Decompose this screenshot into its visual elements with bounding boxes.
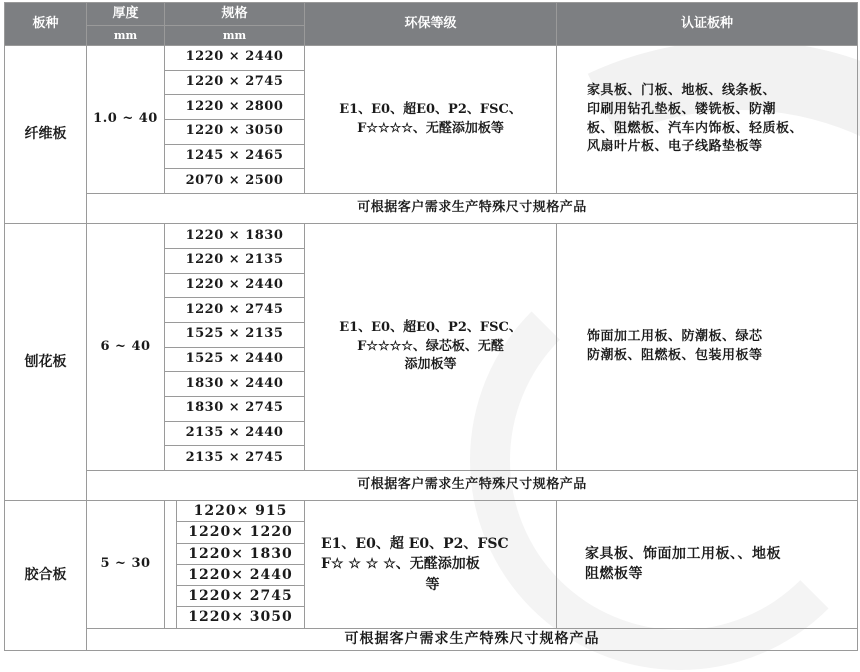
header-spec: 规格 (165, 3, 305, 26)
note-row (5, 471, 858, 501)
cert-type-line: 阻燃板等 (585, 566, 644, 583)
env-grade-line: E1、E0、超E0、P2、FSC、 (339, 101, 522, 117)
env-grade-line: F☆☆☆☆、绿芯板、无醛 (357, 338, 504, 354)
header-thickness: 厚度 (87, 3, 165, 26)
spec-size: 1525 × 2440 (165, 347, 305, 372)
spec-size: 1830 × 2745 (165, 396, 305, 421)
spec-size: 1220 × 3050 (165, 120, 305, 145)
thickness-range: 1.0 ~ 40 (87, 46, 165, 194)
spec-size: 1220 × 2745 (165, 298, 305, 323)
spec-size: 2135 × 2440 (165, 421, 305, 446)
board-type-name: 胶合板 (5, 501, 87, 651)
header-thickness-unit: mm (87, 26, 165, 46)
note-row (5, 194, 858, 224)
spec-size: 1220 × 2800 (165, 95, 305, 120)
header-env-grade: 环保等级 (305, 3, 557, 46)
env-grade (305, 224, 557, 471)
spec-size: 1220 × 2440 (165, 273, 305, 298)
thickness-range: 6 ~ 40 (87, 224, 165, 471)
cert-type (557, 501, 858, 629)
cert-type-line: 印刷用钻孔垫板、镂铣板、防潮 (587, 101, 777, 117)
board-type-name: 纤维板 (5, 46, 87, 224)
spec-size: 2135 × 2745 (165, 446, 305, 471)
spec-size: 1220 × 1830 (165, 224, 305, 249)
note-row (5, 628, 858, 650)
env-grade-line: F☆☆☆☆、无醛添加板等 (357, 120, 504, 136)
cert-type-line: 家具板、门板、地板、线条板、 (587, 82, 777, 98)
spec-size: 1220× 915 (177, 501, 305, 522)
board-type-name: 刨花板 (5, 224, 87, 501)
custom-size-note: 可根据客户需求生产特殊尺寸规格产品 (87, 471, 858, 501)
cert-type-line: 板、阻燃板、汽车内饰板、轻质板、 (587, 120, 804, 136)
header-spec-unit: mm (165, 26, 305, 46)
spec-size: 1220× 1830 (177, 543, 305, 564)
cert-type-line: 防潮板、阻燃板、包装用板等 (587, 348, 763, 364)
env-grade-line: 添加板等 (404, 357, 457, 373)
custom-size-note: 可根据客户需求生产特殊尺寸规格产品 (87, 628, 858, 650)
spec-size: 1220 × 2440 (165, 46, 305, 71)
spec-size: 1220× 2440 (177, 564, 305, 585)
spec-size: 1245 × 2465 (165, 144, 305, 169)
cert-type-line: 家具板、饰面加工用板、、地板 (585, 546, 782, 563)
product-spec-table (4, 2, 858, 651)
spec-row (5, 501, 858, 522)
env-grade-line: E1、E0、超 E0、P2、FSC (321, 535, 509, 552)
spec-size: 1220 × 2745 (165, 70, 305, 95)
env-grade-line: E1、E0、超E0、P2、FSC、 (339, 319, 522, 335)
cert-type-line: 风扇叶片板、电子线路垫板等 (587, 139, 763, 155)
env-grade (305, 501, 557, 629)
custom-size-note: 可根据客户需求生产特殊尺寸规格产品 (87, 194, 858, 224)
spec-size: 1220× 2745 (177, 586, 305, 607)
spec-size: 1220× 3050 (177, 607, 305, 628)
env-grade-line: 等 (425, 576, 440, 593)
spec-size: 1525 × 2135 (165, 322, 305, 347)
cert-type-line: 饰面加工用板、防潮板、绿芯 (587, 329, 763, 345)
spec-size: 1220 × 2135 (165, 248, 305, 273)
thickness-range: 5 ~ 30 (87, 501, 165, 629)
spec-row (5, 46, 858, 71)
cert-type (557, 46, 858, 194)
spec-size: 1220× 1220 (177, 522, 305, 543)
cert-type (557, 224, 858, 471)
header-cert-type: 认证板种 (557, 3, 858, 46)
env-grade-line: F☆ ☆ ☆ ☆、无醛添加板 (321, 556, 480, 573)
spec-row (5, 224, 858, 249)
spec-size: 1830 × 2440 (165, 372, 305, 397)
spec-size: 2070 × 2500 (165, 169, 305, 194)
spacer-cell (165, 501, 177, 629)
env-grade (305, 46, 557, 194)
header-board-type: 板种 (5, 3, 87, 46)
